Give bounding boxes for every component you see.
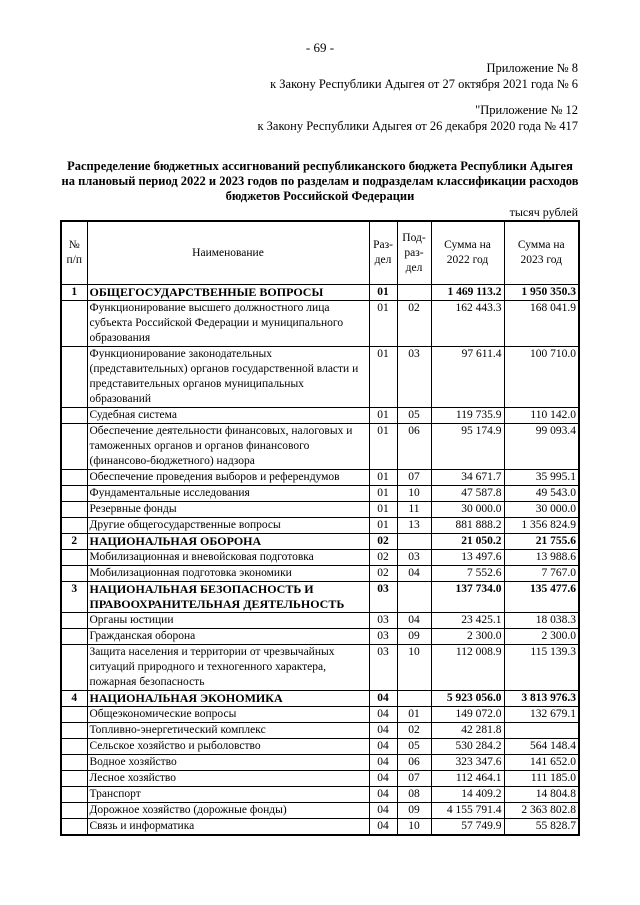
table-row bbox=[61, 787, 579, 803]
row-num bbox=[61, 301, 87, 347]
row-podrazdel: 01 bbox=[397, 707, 431, 723]
row-sum-2023 bbox=[504, 723, 579, 739]
appendix-12-title: "Приложение № 12 bbox=[475, 103, 578, 117]
row-razdel: 01 bbox=[369, 424, 397, 470]
row-sum-2023: 18 038.3 bbox=[504, 613, 579, 629]
header-podrazdel: Под-раз-дел bbox=[397, 221, 431, 285]
row-sum-2023: 135 477.6 bbox=[504, 582, 579, 613]
row-name: Сельское хозяйство и рыболовство bbox=[87, 739, 369, 755]
row-podrazdel: 02 bbox=[397, 723, 431, 739]
row-sum-2022: 112 008.9 bbox=[431, 645, 504, 691]
row-name: Органы юстиции bbox=[87, 613, 369, 629]
row-sum-2023: 3 813 976.3 bbox=[504, 691, 579, 707]
table-row bbox=[61, 566, 579, 582]
row-name: Общеэкономические вопросы bbox=[87, 707, 369, 723]
row-razdel: 04 bbox=[369, 691, 397, 707]
row-sum-2022: 7 552.6 bbox=[431, 566, 504, 582]
row-podrazdel: 06 bbox=[397, 424, 431, 470]
section-row bbox=[61, 691, 579, 707]
row-num bbox=[61, 819, 87, 836]
row-sum-2022: 162 443.3 bbox=[431, 301, 504, 347]
table-row bbox=[61, 613, 579, 629]
row-razdel: 03 bbox=[369, 613, 397, 629]
row-sum-2022: 21 050.2 bbox=[431, 534, 504, 550]
row-name: ОБЩЕГОСУДАРСТВЕННЫЕ ВОПРОСЫ bbox=[87, 285, 369, 301]
table-row bbox=[61, 347, 579, 408]
header-razdel: Раз-дел bbox=[369, 221, 397, 285]
row-sum-2022: 30 000.0 bbox=[431, 502, 504, 518]
table-row bbox=[61, 707, 579, 723]
row-name: Защита населения и территории от чрезвычайных ситуаций природного и техногенного характера, пожарная безопасность bbox=[87, 645, 369, 691]
row-num bbox=[61, 771, 87, 787]
row-podrazdel bbox=[397, 582, 431, 613]
appendix-12-law: к Закону Республики Адыгея от 26 декабря 2020 года № 417 bbox=[257, 119, 578, 133]
row-razdel: 04 bbox=[369, 787, 397, 803]
row-sum-2023: 13 988.6 bbox=[504, 550, 579, 566]
row-sum-2022: 530 284.2 bbox=[431, 739, 504, 755]
row-sum-2023: 132 679.1 bbox=[504, 707, 579, 723]
row-name: НАЦИОНАЛЬНАЯ ЭКОНОМИКА bbox=[87, 691, 369, 707]
row-sum-2023: 14 804.8 bbox=[504, 787, 579, 803]
row-podrazdel: 08 bbox=[397, 787, 431, 803]
table-row bbox=[61, 755, 579, 771]
row-razdel: 04 bbox=[369, 739, 397, 755]
row-razdel: 04 bbox=[369, 723, 397, 739]
section-row bbox=[61, 285, 579, 301]
appendix-8 bbox=[270, 60, 578, 92]
row-razdel: 04 bbox=[369, 755, 397, 771]
row-num bbox=[61, 645, 87, 691]
row-name: Функционирование высшего должностного лица субъекта Российской Федерации и муниципального образования bbox=[87, 301, 369, 347]
row-razdel: 03 bbox=[369, 582, 397, 613]
row-sum-2022: 1 469 113.2 bbox=[431, 285, 504, 301]
row-name: Гражданская оборона bbox=[87, 629, 369, 645]
row-num bbox=[61, 613, 87, 629]
row-num bbox=[61, 755, 87, 771]
row-sum-2022: 137 734.0 bbox=[431, 582, 504, 613]
table-row bbox=[61, 518, 579, 534]
row-sum-2022: 13 497.6 bbox=[431, 550, 504, 566]
row-razdel: 04 bbox=[369, 819, 397, 836]
row-sum-2023: 1 950 350.3 bbox=[504, 285, 579, 301]
row-name: Обеспечение деятельности финансовых, налоговых и таможенных органов и органов финансового (финансово-бюджетного) надзора bbox=[87, 424, 369, 470]
row-razdel: 03 bbox=[369, 645, 397, 691]
row-name: Водное хозяйство bbox=[87, 755, 369, 771]
row-name: Мобилизационная и вневойсковая подготовка bbox=[87, 550, 369, 566]
row-sum-2023: 99 093.4 bbox=[504, 424, 579, 470]
row-num bbox=[61, 550, 87, 566]
row-sum-2023: 168 041.9 bbox=[504, 301, 579, 347]
row-podrazdel: 07 bbox=[397, 771, 431, 787]
row-num: 3 bbox=[61, 582, 87, 613]
header-name: Наименование bbox=[87, 221, 369, 285]
row-name: НАЦИОНАЛЬНАЯ ОБОРОНА bbox=[87, 534, 369, 550]
row-razdel: 04 bbox=[369, 771, 397, 787]
row-razdel: 02 bbox=[369, 534, 397, 550]
row-podrazdel: 04 bbox=[397, 566, 431, 582]
row-sum-2023: 141 652.0 bbox=[504, 755, 579, 771]
table-row bbox=[61, 502, 579, 518]
row-num bbox=[61, 502, 87, 518]
row-razdel: 01 bbox=[369, 502, 397, 518]
row-podrazdel bbox=[397, 285, 431, 301]
row-razdel: 01 bbox=[369, 347, 397, 408]
row-sum-2022: 323 347.6 bbox=[431, 755, 504, 771]
row-name: Дорожное хозяйство (дорожные фонды) bbox=[87, 803, 369, 819]
row-sum-2023: 111 185.0 bbox=[504, 771, 579, 787]
row-podrazdel: 05 bbox=[397, 408, 431, 424]
row-sum-2022: 14 409.2 bbox=[431, 787, 504, 803]
row-num: 1 bbox=[61, 285, 87, 301]
table-row bbox=[61, 771, 579, 787]
row-razdel: 01 bbox=[369, 486, 397, 502]
row-name: Топливно-энергетический комплекс bbox=[87, 723, 369, 739]
row-podrazdel: 04 bbox=[397, 613, 431, 629]
row-sum-2023: 115 139.3 bbox=[504, 645, 579, 691]
row-sum-2022: 42 281.8 bbox=[431, 723, 504, 739]
row-razdel: 01 bbox=[369, 518, 397, 534]
row-num bbox=[61, 723, 87, 739]
row-sum-2023: 2 300.0 bbox=[504, 629, 579, 645]
row-name: Другие общегосударственные вопросы bbox=[87, 518, 369, 534]
table-row bbox=[61, 803, 579, 819]
row-name: Функционирование законодательных (представительных) органов государственной власти и представительных органов муниципальных образований bbox=[87, 347, 369, 408]
row-sum-2022: 95 174.9 bbox=[431, 424, 504, 470]
table-row bbox=[61, 550, 579, 566]
row-sum-2022: 57 749.9 bbox=[431, 819, 504, 836]
row-sum-2023: 21 755.6 bbox=[504, 534, 579, 550]
row-razdel: 02 bbox=[369, 550, 397, 566]
row-name: Мобилизационная подготовка экономики bbox=[87, 566, 369, 582]
header-sum-2023: Сумма на 2023 год bbox=[504, 221, 579, 285]
row-name: Связь и информатика bbox=[87, 819, 369, 836]
budget-table bbox=[60, 220, 580, 836]
row-sum-2022: 149 072.0 bbox=[431, 707, 504, 723]
header-num: № п/п bbox=[61, 221, 87, 285]
row-podrazdel: 10 bbox=[397, 645, 431, 691]
table-row bbox=[61, 739, 579, 755]
row-sum-2022: 119 735.9 bbox=[431, 408, 504, 424]
row-podrazdel: 09 bbox=[397, 629, 431, 645]
table-row bbox=[61, 301, 579, 347]
table-row bbox=[61, 723, 579, 739]
row-podrazdel: 06 bbox=[397, 755, 431, 771]
row-sum-2023: 1 356 824.9 bbox=[504, 518, 579, 534]
table-row bbox=[61, 470, 579, 486]
row-name: Фундаментальные исследования bbox=[87, 486, 369, 502]
row-sum-2023: 35 995.1 bbox=[504, 470, 579, 486]
row-num bbox=[61, 408, 87, 424]
row-sum-2022: 881 888.2 bbox=[431, 518, 504, 534]
row-sum-2022: 47 587.8 bbox=[431, 486, 504, 502]
section-row bbox=[61, 582, 579, 613]
table-header bbox=[61, 221, 579, 285]
table-row bbox=[61, 629, 579, 645]
row-razdel: 02 bbox=[369, 566, 397, 582]
header-sum-2022: Сумма на 2022 год bbox=[431, 221, 504, 285]
row-podrazdel bbox=[397, 691, 431, 707]
row-sum-2023: 564 148.4 bbox=[504, 739, 579, 755]
row-podrazdel: 11 bbox=[397, 502, 431, 518]
row-podrazdel: 09 bbox=[397, 803, 431, 819]
row-sum-2022: 2 300.0 bbox=[431, 629, 504, 645]
table-row bbox=[61, 819, 579, 836]
row-podrazdel: 05 bbox=[397, 739, 431, 755]
row-razdel: 01 bbox=[369, 285, 397, 301]
table-row bbox=[61, 645, 579, 691]
row-podrazdel: 07 bbox=[397, 470, 431, 486]
table-row bbox=[61, 424, 579, 470]
table-row bbox=[61, 486, 579, 502]
row-razdel: 01 bbox=[369, 470, 397, 486]
row-name: Обеспечение проведения выборов и референдумов bbox=[87, 470, 369, 486]
row-sum-2023: 49 543.0 bbox=[504, 486, 579, 502]
row-name: Резервные фонды bbox=[87, 502, 369, 518]
row-num bbox=[61, 486, 87, 502]
row-podrazdel: 03 bbox=[397, 550, 431, 566]
appendix-8-law: к Закону Республики Адыгея от 27 октября 2021 года № 6 bbox=[270, 77, 578, 91]
row-sum-2023: 100 710.0 bbox=[504, 347, 579, 408]
row-podrazdel: 03 bbox=[397, 347, 431, 408]
row-num bbox=[61, 787, 87, 803]
row-name: Транспорт bbox=[87, 787, 369, 803]
appendix-8-title: Приложение № 8 bbox=[486, 61, 578, 75]
table-row bbox=[61, 408, 579, 424]
row-sum-2022: 4 155 791.4 bbox=[431, 803, 504, 819]
row-razdel: 01 bbox=[369, 408, 397, 424]
row-num bbox=[61, 518, 87, 534]
row-razdel: 04 bbox=[369, 707, 397, 723]
row-num bbox=[61, 347, 87, 408]
row-num: 2 bbox=[61, 534, 87, 550]
row-sum-2023: 55 828.7 bbox=[504, 819, 579, 836]
row-name: Лесное хозяйство bbox=[87, 771, 369, 787]
row-razdel: 04 bbox=[369, 803, 397, 819]
row-num bbox=[61, 803, 87, 819]
units-label: тысяч рублей bbox=[509, 205, 578, 219]
row-sum-2023: 2 363 802.8 bbox=[504, 803, 579, 819]
row-sum-2022: 5 923 056.0 bbox=[431, 691, 504, 707]
row-num bbox=[61, 470, 87, 486]
document-title: Распределение бюджетных ассигнований республиканского бюджета Республики Адыгея на плановый период 2022 и 2023 годов по разделам и подразделам классификации расходов бюджетов Российской Федерации bbox=[61, 159, 579, 203]
row-num bbox=[61, 629, 87, 645]
row-sum-2023: 110 142.0 bbox=[504, 408, 579, 424]
row-razdel: 03 bbox=[369, 629, 397, 645]
row-name: НАЦИОНАЛЬНАЯ БЕЗОПАСНОСТЬ И ПРАВООХРАНИТЕЛЬНАЯ ДЕЯТЕЛЬНОСТЬ bbox=[87, 582, 369, 613]
row-sum-2022: 23 425.1 bbox=[431, 613, 504, 629]
row-num bbox=[61, 566, 87, 582]
page-number: - 69 - bbox=[305, 40, 335, 55]
row-sum-2022: 112 464.1 bbox=[431, 771, 504, 787]
row-sum-2023: 7 767.0 bbox=[504, 566, 579, 582]
row-num: 4 bbox=[61, 691, 87, 707]
row-num bbox=[61, 424, 87, 470]
row-podrazdel bbox=[397, 534, 431, 550]
row-sum-2022: 34 671.7 bbox=[431, 470, 504, 486]
row-podrazdel: 10 bbox=[397, 819, 431, 836]
row-sum-2022: 97 611.4 bbox=[431, 347, 504, 408]
row-name: Судебная система bbox=[87, 408, 369, 424]
appendix-12 bbox=[257, 102, 578, 134]
section-row bbox=[61, 534, 579, 550]
row-podrazdel: 02 bbox=[397, 301, 431, 347]
row-podrazdel: 13 bbox=[397, 518, 431, 534]
row-razdel: 01 bbox=[369, 301, 397, 347]
row-sum-2023: 30 000.0 bbox=[504, 502, 579, 518]
row-num bbox=[61, 739, 87, 755]
row-num bbox=[61, 707, 87, 723]
row-podrazdel: 10 bbox=[397, 486, 431, 502]
